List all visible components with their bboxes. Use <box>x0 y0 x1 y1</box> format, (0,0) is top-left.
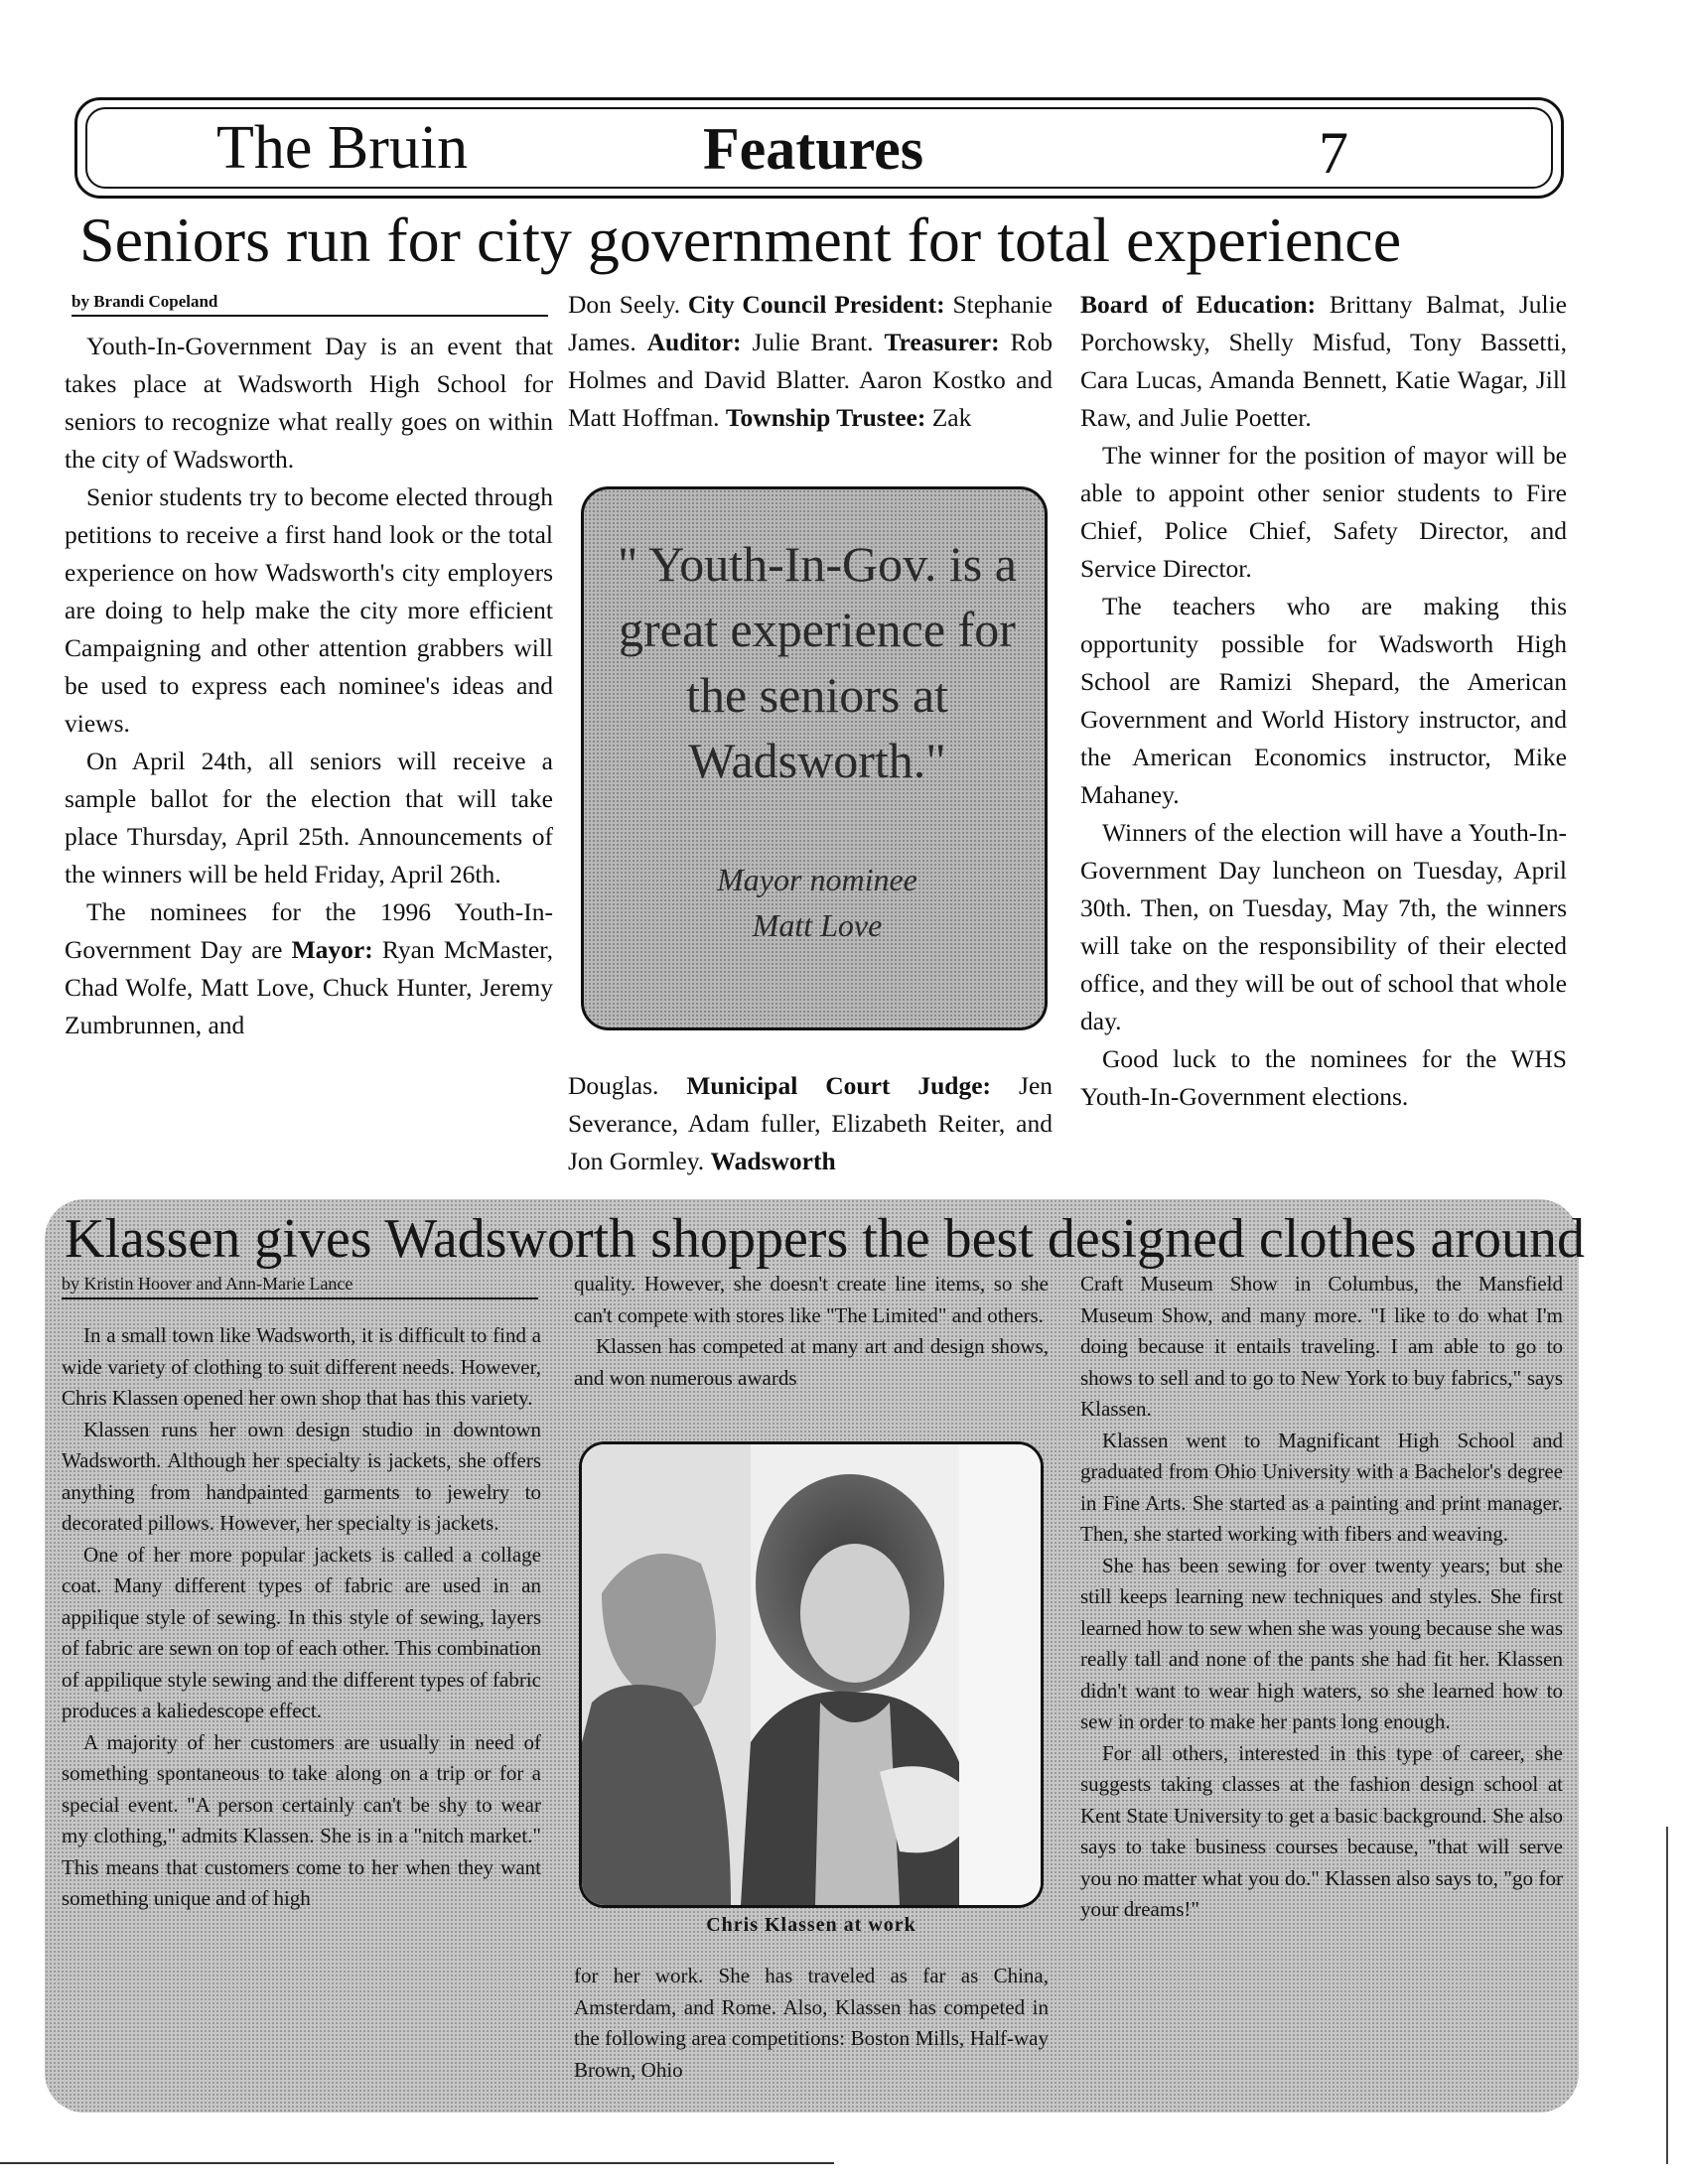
treasurer-label: Treasurer: <box>884 328 1000 356</box>
footer-rule <box>0 2162 834 2164</box>
story1-byline: by Brandi Copeland <box>71 292 548 317</box>
story2-column-2-top <box>574 1269 1049 1394</box>
story2-paragraph: Klassen runs her own design studio in downtown Wadsworth. Although her specialty is jackets, she offers anything from handpainted garments to jewelry to decorated pillows. However, her specialty is jackets. <box>62 1417 541 1535</box>
masthead-inner-frame <box>85 107 1553 189</box>
pull-quote-text: " Youth-In-Gov. is a great experience for the seniors at Wadsworth." <box>618 536 1017 788</box>
trustee-names: Zak <box>931 403 972 432</box>
story1-paragraph: Youth-In-Government Day is an event that takes place at Wadsworth High School for seniors to recognize what really goes on within the city of Wadsworth. <box>65 332 553 474</box>
story2-column-2-bottom <box>574 1961 1049 2086</box>
story2-paragraph: For all others, interested in this type of career, she suggests taking classes at the fashion design school at Kent State University to get a basic background. She also says to take business courses because, "that will serve you no matter what you do." Klassen also says to, "go for your dreams!" <box>1080 1740 1563 1921</box>
story2-paragraph: Craft Museum Show in Columbus, the Mansfield Museum Show, and many more. "I like to do what I'm doing because it entails traveling. I am able to go to shows to sell and to go to New York to buy fabrics," says Klassen. <box>1080 1272 1563 1421</box>
board-names: Brittany Balmat, Julie Porchowsky, Shelly Misfud, Tony Bassetti, Cara Lucas, Amanda Bennett, Katie Wagar, Jill Raw, and Julie Poetter. <box>1080 290 1567 432</box>
story2-paragraph: Klassen went to Magnificant High School and graduated from Ohio University with a Bachelor's degree in Fine Arts. She started as a painting and print manager. Then, she started working with fibers and weaving. <box>1080 1428 1563 1546</box>
story1-paragraph <box>568 1067 1053 1180</box>
story1-paragraph <box>568 286 1053 437</box>
pull-quote-attribution <box>604 857 1031 948</box>
story2-paragraph: In a small town like Wadsworth, it is difficult to find a wide variety of clothing to suit different needs. However, Chris Klassen opened her own shop that has this variety. <box>62 1323 541 1410</box>
story2-paragraph: She has been sewing for over twenty years; but she still keeps learning new techniques and styles. She first learned how to sew when she was young because she was really tall and none of the pants she had fit her. Klassen didn't want to wear high waters, so she learned how to sew in order to make her pants long enough. <box>1080 1553 1563 1733</box>
paper-name: The Bruin <box>216 114 469 182</box>
council-names: Stephanie James. <box>568 290 1053 356</box>
auditor-label: Auditor: <box>646 328 742 356</box>
nominee-continued: Don Seely. <box>568 290 681 319</box>
attribution-name: Matt Love <box>752 907 883 943</box>
story1-headline: Seniors run for city government for total experience <box>79 205 1402 275</box>
story2-headline: Klassen gives Wadsworth shoppers the best designed clothes around <box>65 1208 1586 1270</box>
wadsworth-continued: Wadsworth <box>710 1147 836 1175</box>
trustee-continued: Douglas. <box>568 1071 659 1100</box>
treasurer-names: Rob Holmes and David Blatter. Aaron Kostko and Matt Hoffman. <box>568 328 1053 432</box>
story2-byline: by Kristin Hoover and Ann-Marie Lance <box>62 1274 538 1299</box>
judge-label: Municipal Court Judge: <box>686 1071 992 1100</box>
story2-column-1 <box>62 1320 541 1915</box>
story2-column-3 <box>1080 1269 1563 1926</box>
page-number: 7 <box>1319 120 1348 186</box>
council-label: City Council President: <box>687 290 945 319</box>
judge-names: Jen Severance, Adam fuller, Elizabeth Reiter, and Jon Gormley. <box>568 1071 1054 1175</box>
board-label: Board of Education: <box>1080 290 1317 319</box>
story2-paragraph: quality. However, she doesn't create line items, so she can't compete with stores like "The Limited" and others. <box>574 1272 1049 1327</box>
story1-paragraph: Good luck to the nominees for the WHS Youth-In-Government elections. <box>1080 1044 1567 1111</box>
story1-paragraph: The teachers who are making this opportunity possible for Wadsworth High School are Ramizi Shepard, the American Government and World History instructor, and the American Economics instructor, Mike Mahaney. <box>1080 592 1567 809</box>
story1-column-2-top <box>568 286 1053 437</box>
story1-paragraph: Senior students try to become elected through petitions to receive a first hand look or the total experience on how Wadsworth's city employers are doing to help make the city more efficient Campaigning and other attention grabbers will be used to express each nominee's ideas and views. <box>65 482 553 738</box>
nominees-intro: The nominees for the 1996 Youth-In-Government Day are <box>65 897 553 964</box>
trustee-label: Township Trustee: <box>725 403 926 432</box>
story1-paragraph: The winner for the position of mayor will be able to appoint other senior students to Fire Chief, Police Chief, Safety Director, and Service Director. <box>1080 441 1567 583</box>
story1-paragraph: Winners of the election will have a Youth-In-Government Day luncheon on Tuesday, April 30th. Then, on Tuesday, May 7th, the winners will take on the responsibility of their elected office, and they will be out of school that whole day. <box>1080 818 1567 1035</box>
story1-paragraph <box>65 893 553 1044</box>
pull-quote-box <box>581 486 1048 1030</box>
story1-column-1 <box>65 328 553 1044</box>
story1-column-3 <box>1080 286 1567 1116</box>
attribution-role: Mayor nominee <box>717 862 917 897</box>
story1-paragraph: On April 24th, all seniors will receive a sample ballot for the election that will take place Thursday, April 25th. Announcements of the winners will be held Friday, April 26th. <box>65 747 553 888</box>
story1-paragraph <box>1080 286 1567 437</box>
story2-paragraph: for her work. She has traveled as far as China, Amsterdam, and Rome. Also, Klassen has competed in the following area competitions: Boston Mills, Half-way Brown, Ohio <box>574 1964 1049 2082</box>
photo-caption: Chris Klassen at work <box>706 1914 916 1936</box>
story1-column-2-bottom <box>568 1067 1053 1180</box>
mayor-label: Mayor: <box>291 935 373 964</box>
story2-paragraph: Klassen has competed at many art and design shows, and won numerous awards <box>574 1334 1049 1390</box>
mayor-names: Ryan McMaster, Chad Wolfe, Matt Love, Chuck Hunter, Jeremy Zumbrunnen, and <box>65 935 554 1039</box>
auditor-names: Julie Brant. <box>752 328 874 356</box>
section-title: Features <box>703 116 924 182</box>
klassen-photo <box>579 1441 1044 1908</box>
story2-paragraph: One of her more popular jackets is called a collage coat. Many different types of fabric are used in an appilique style of sewing. In this style of sewing, layers of fabric are sewn on top of each other. This combination of appilique style sewing and the different types of fabric produces a kaliedescope effect. <box>62 1542 541 1722</box>
masthead-frame <box>74 97 1564 199</box>
photo-illustration <box>582 1444 1041 1905</box>
story2-paragraph: A majority of her customers are usually in need of something spontaneous to take along on a trip or for a special event. "A person certainly can't be shy to wear my clothing," admits Klassen. She is in a "nitch market." This means that customers come to her when they want something unique and of high <box>62 1729 541 1910</box>
page-edge-rule <box>1666 1827 1668 2164</box>
